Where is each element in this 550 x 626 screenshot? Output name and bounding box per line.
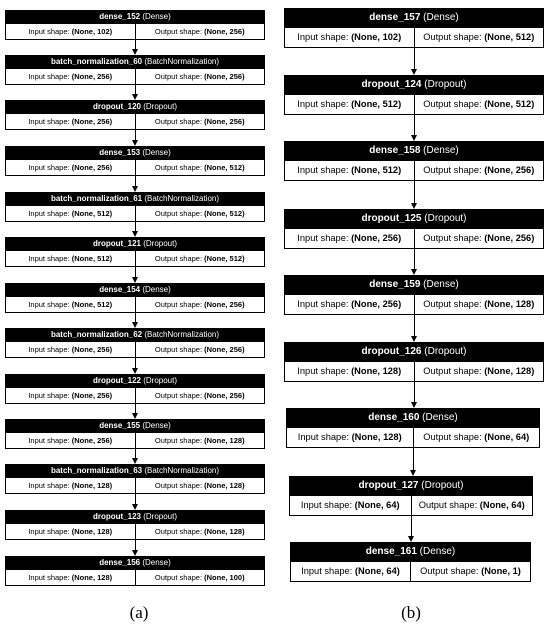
layer-shapes (284, 28, 544, 48)
layer-node (290, 542, 531, 582)
input-shape-cell (6, 433, 135, 448)
output-shape-cell (414, 95, 544, 114)
layer-shapes (5, 206, 265, 222)
output-shape-value: (None, 512) (484, 32, 535, 42)
layer-node (284, 8, 544, 48)
input-shape-value: (None, 256) (71, 163, 113, 172)
layer-node (284, 209, 544, 249)
layer-shapes (5, 24, 265, 40)
layer-type: (Dense) (142, 285, 171, 294)
input-shape-label: Input shape: (28, 436, 70, 445)
layer-type: (Dense) (423, 279, 459, 290)
input-shape-value: (None, 128) (351, 432, 402, 442)
input-shape-value: (None, 128) (351, 366, 402, 376)
output-shape-value: (None, 1) (481, 566, 521, 576)
layer-shapes (289, 496, 533, 516)
layer-node (5, 510, 265, 540)
input-shape-cell (285, 95, 414, 114)
layer-type: (Dropout) (143, 102, 178, 111)
input-shape-value: (None, 512) (71, 209, 113, 218)
input-shape-label: Input shape: (28, 72, 70, 81)
layer-node (5, 419, 265, 449)
output-shape-label: Output shape: (418, 500, 478, 510)
layer-node (289, 476, 533, 516)
input-shape-value: (None, 256) (71, 436, 113, 445)
input-shape-cell (6, 160, 135, 175)
layer-name: dense_155 (99, 421, 141, 430)
layer-header (289, 476, 533, 496)
input-shape-label: Input shape: (297, 99, 349, 109)
layer-name: dropout_124 (361, 79, 422, 90)
input-shape-cell (6, 388, 135, 403)
input-shape-label: Input shape: (28, 254, 70, 263)
input-shape-cell (6, 114, 135, 129)
layer-type: (BatchNormalization) (144, 57, 220, 66)
input-shape-label: Input shape: (297, 165, 349, 175)
layer-shapes (5, 114, 265, 130)
layer-name: dense_153 (99, 148, 141, 157)
layer-shapes (5, 433, 265, 449)
layer-name: batch_normalization_60 (50, 57, 143, 66)
input-shape-cell (287, 428, 413, 447)
output-shape-label: Output shape: (423, 32, 482, 42)
layer-header (5, 419, 265, 433)
layer-type: (Dense) (142, 12, 171, 21)
layer-shapes (284, 295, 544, 315)
layer-node (5, 328, 265, 358)
output-shape-value: (None, 128) (484, 299, 535, 309)
output-shape-cell (135, 69, 265, 84)
input-shape-label: Input shape: (297, 366, 349, 376)
input-shape-label: Input shape: (300, 500, 353, 510)
input-shape-label: Input shape: (28, 345, 70, 354)
layer-header (5, 100, 265, 114)
layer-node (5, 556, 265, 586)
layer-node (286, 408, 540, 448)
output-shape-cell (135, 478, 265, 493)
input-shape-value: (None, 512) (351, 165, 402, 175)
input-shape-value: (None, 64) (354, 566, 400, 576)
layer-header (5, 328, 265, 342)
output-shape-label: Output shape: (154, 573, 203, 582)
input-shape-cell (6, 69, 135, 84)
input-shape-cell (6, 24, 135, 39)
output-shape-label: Output shape: (154, 391, 203, 400)
layer-node (5, 100, 265, 130)
output-shape-label: Output shape: (423, 165, 482, 175)
layer-node (5, 10, 265, 40)
layer-name: dropout_123 (92, 512, 141, 521)
layer-header (5, 464, 265, 478)
input-shape-value: (None, 128) (71, 527, 113, 536)
layer-name: dense_157 (369, 12, 421, 23)
output-shape-cell (414, 295, 544, 314)
input-shape-cell (6, 478, 135, 493)
layer-shapes (5, 524, 265, 540)
output-shape-label: Output shape: (423, 99, 482, 109)
layer-name: dropout_122 (92, 376, 141, 385)
layer-type: (Dense) (423, 145, 459, 156)
output-shape-cell (135, 251, 265, 266)
layer-shapes (5, 570, 265, 586)
output-shape-cell (410, 562, 530, 581)
layer-name: batch_normalization_61 (50, 194, 143, 203)
input-shape-cell (285, 295, 414, 314)
layer-name: dense_152 (99, 12, 141, 21)
layer-header (5, 55, 265, 69)
layer-shapes (284, 229, 544, 249)
layer-type: (BatchNormalization) (144, 194, 220, 203)
layer-header (5, 283, 265, 297)
input-shape-value: (None, 256) (71, 391, 113, 400)
output-shape-cell (135, 524, 265, 539)
input-shape-label: Input shape: (297, 299, 349, 309)
output-shape-cell (135, 433, 265, 448)
layer-header (290, 542, 531, 562)
input-shape-label: Input shape: (28, 300, 70, 309)
input-shape-label: Input shape: (297, 32, 349, 42)
input-shape-label: Input shape: (28, 527, 70, 536)
layer-node (5, 146, 265, 176)
layer-header (5, 146, 265, 160)
input-shape-value: (None, 102) (351, 32, 402, 42)
output-shape-cell (135, 342, 265, 357)
layer-node (284, 342, 544, 382)
input-shape-cell (285, 28, 414, 47)
layer-shapes (284, 362, 544, 382)
output-shape-label: Output shape: (154, 436, 203, 445)
input-shape-label: Input shape: (301, 566, 353, 576)
input-shape-cell (6, 297, 135, 312)
layer-shapes (5, 69, 265, 85)
output-shape-value: (None, 256) (204, 27, 245, 36)
layer-name: dense_161 (365, 546, 417, 557)
layer-node (5, 237, 265, 267)
input-shape-value: (None, 512) (71, 254, 113, 263)
output-shape-value: (None, 512) (204, 254, 245, 263)
layer-header (5, 510, 265, 524)
layer-shapes (5, 342, 265, 358)
layer-header (284, 8, 544, 28)
layer-type: (Dropout) (143, 239, 178, 248)
output-shape-label: Output shape: (154, 527, 203, 536)
layer-type: (Dense) (419, 546, 456, 557)
output-shape-cell (414, 362, 544, 381)
layer-name: dense_159 (369, 279, 421, 290)
layer-header (286, 408, 540, 428)
layer-header (5, 10, 265, 24)
layer-node (5, 55, 265, 85)
input-shape-label: Input shape: (297, 432, 349, 442)
layer-name: dropout_120 (92, 102, 141, 111)
layer-shapes (284, 95, 544, 115)
layer-name: dropout_127 (358, 480, 419, 491)
layer-shapes (5, 388, 265, 404)
output-shape-value: (None, 256) (484, 233, 535, 243)
layer-type: (BatchNormalization) (144, 330, 220, 339)
output-shape-label: Output shape: (154, 254, 203, 263)
output-shape-value: (None, 128) (204, 436, 245, 445)
input-shape-cell (6, 342, 135, 357)
output-shape-value: (None, 64) (484, 432, 530, 442)
output-shape-value: (None, 256) (204, 300, 245, 309)
output-shape-cell (413, 428, 540, 447)
input-shape-value: (None, 256) (71, 345, 113, 354)
input-shape-value: (None, 512) (351, 99, 402, 109)
input-shape-cell (285, 229, 414, 248)
output-shape-label: Output shape: (154, 117, 203, 126)
output-shape-label: Output shape: (154, 209, 203, 218)
output-shape-value: (None, 512) (204, 209, 245, 218)
layer-header (284, 141, 544, 161)
input-shape-cell (6, 570, 135, 585)
input-shape-cell (291, 562, 410, 581)
layer-type: (Dropout) (424, 79, 467, 90)
layer-shapes (284, 161, 544, 181)
input-shape-value: (None, 256) (71, 72, 113, 81)
layer-header (284, 75, 544, 95)
layer-name: dense_160 (368, 412, 420, 423)
output-shape-cell (135, 570, 265, 585)
output-shape-label: Output shape: (154, 72, 203, 81)
input-shape-label: Input shape: (28, 27, 70, 36)
layer-name: dense_158 (369, 145, 421, 156)
input-shape-value: (None, 256) (351, 299, 402, 309)
output-shape-cell (414, 229, 544, 248)
input-shape-label: Input shape: (297, 233, 349, 243)
input-shape-value: (None, 256) (71, 117, 113, 126)
output-shape-cell (414, 161, 544, 180)
output-shape-cell (135, 114, 265, 129)
layer-type: (Dropout) (143, 376, 178, 385)
layer-type: (Dense) (142, 148, 171, 157)
layer-name: batch_normalization_62 (50, 330, 143, 339)
layer-type: (Dense) (422, 412, 458, 423)
input-shape-value: (None, 64) (354, 500, 400, 510)
layer-shapes (290, 562, 531, 582)
layer-shapes (286, 428, 540, 448)
output-shape-value: (None, 256) (204, 391, 245, 400)
layer-node (284, 275, 544, 315)
layer-node (5, 283, 265, 313)
input-shape-value: (None, 512) (71, 300, 113, 309)
output-shape-value: (None, 512) (204, 163, 245, 172)
layer-type: (BatchNormalization) (144, 466, 220, 475)
layer-type: (Dropout) (421, 480, 464, 491)
layer-shapes (5, 251, 265, 267)
input-shape-label: Input shape: (28, 573, 70, 582)
output-shape-value: (None, 100) (204, 573, 245, 582)
layer-type: (Dropout) (424, 213, 467, 224)
output-shape-value: (None, 128) (484, 366, 535, 376)
output-shape-label: Output shape: (423, 432, 482, 442)
input-shape-cell (6, 206, 135, 221)
output-shape-cell (135, 388, 265, 403)
output-shape-cell (414, 28, 544, 47)
layer-type: (Dense) (142, 558, 171, 567)
output-shape-label: Output shape: (154, 300, 203, 309)
input-shape-cell (290, 496, 411, 515)
layer-type: (Dropout) (143, 512, 178, 521)
layer-node (284, 75, 544, 115)
layer-node (5, 374, 265, 404)
output-shape-label: Output shape: (154, 481, 203, 490)
input-shape-value: (None, 128) (71, 573, 113, 582)
output-shape-cell (411, 496, 533, 515)
output-shape-value: (None, 128) (204, 481, 245, 490)
output-shape-cell (135, 206, 265, 221)
input-shape-label: Input shape: (28, 163, 70, 172)
layer-type: (Dropout) (424, 346, 467, 357)
output-shape-value: (None, 256) (484, 165, 535, 175)
input-shape-value: (None, 256) (351, 233, 402, 243)
layer-shapes (5, 160, 265, 176)
layer-name: dropout_125 (361, 213, 422, 224)
input-shape-label: Input shape: (28, 209, 70, 218)
layer-header (5, 192, 265, 206)
layer-header (5, 237, 265, 251)
layer-node (284, 141, 544, 181)
layer-header (5, 374, 265, 388)
layer-node (5, 464, 265, 494)
layer-name: dense_154 (99, 285, 141, 294)
caption-b: (b) (401, 603, 421, 622)
layer-name: dropout_126 (361, 346, 422, 357)
layer-name: batch_normalization_63 (50, 466, 143, 475)
layer-name: dropout_121 (92, 239, 141, 248)
input-shape-cell (285, 161, 414, 180)
output-shape-label: Output shape: (423, 233, 482, 243)
output-shape-label: Output shape: (423, 299, 482, 309)
layer-header (284, 275, 544, 295)
output-shape-value: (None, 512) (484, 99, 535, 109)
layer-header (284, 209, 544, 229)
output-shape-value: (None, 256) (204, 345, 245, 354)
input-shape-value: (None, 102) (71, 27, 113, 36)
input-shape-cell (285, 362, 414, 381)
input-shape-cell (6, 251, 135, 266)
output-shape-label: Output shape: (154, 345, 203, 354)
input-shape-value: (None, 128) (71, 481, 113, 490)
output-shape-label: Output shape: (423, 366, 482, 376)
layer-shapes (5, 478, 265, 494)
input-shape-cell (6, 524, 135, 539)
caption-a: (a) (129, 603, 149, 622)
layer-type: (Dense) (142, 421, 171, 430)
output-shape-cell (135, 24, 265, 39)
layer-header (5, 556, 265, 570)
layer-header (284, 342, 544, 362)
output-shape-cell (135, 160, 265, 175)
output-shape-value: (None, 64) (479, 500, 525, 510)
layer-shapes (5, 297, 265, 313)
output-shape-label: Output shape: (154, 27, 203, 36)
output-shape-label: Output shape: (154, 163, 203, 172)
output-shape-label: Output shape: (420, 566, 479, 576)
layer-node (5, 192, 265, 222)
input-shape-label: Input shape: (28, 117, 70, 126)
output-shape-value: (None, 128) (204, 527, 245, 536)
output-shape-cell (135, 297, 265, 312)
layer-name: dense_156 (99, 558, 141, 567)
input-shape-label: Input shape: (28, 391, 70, 400)
output-shape-value: (None, 256) (204, 117, 245, 126)
output-shape-value: (None, 256) (204, 72, 245, 81)
layer-type: (Dense) (423, 12, 459, 23)
input-shape-label: Input shape: (28, 481, 70, 490)
